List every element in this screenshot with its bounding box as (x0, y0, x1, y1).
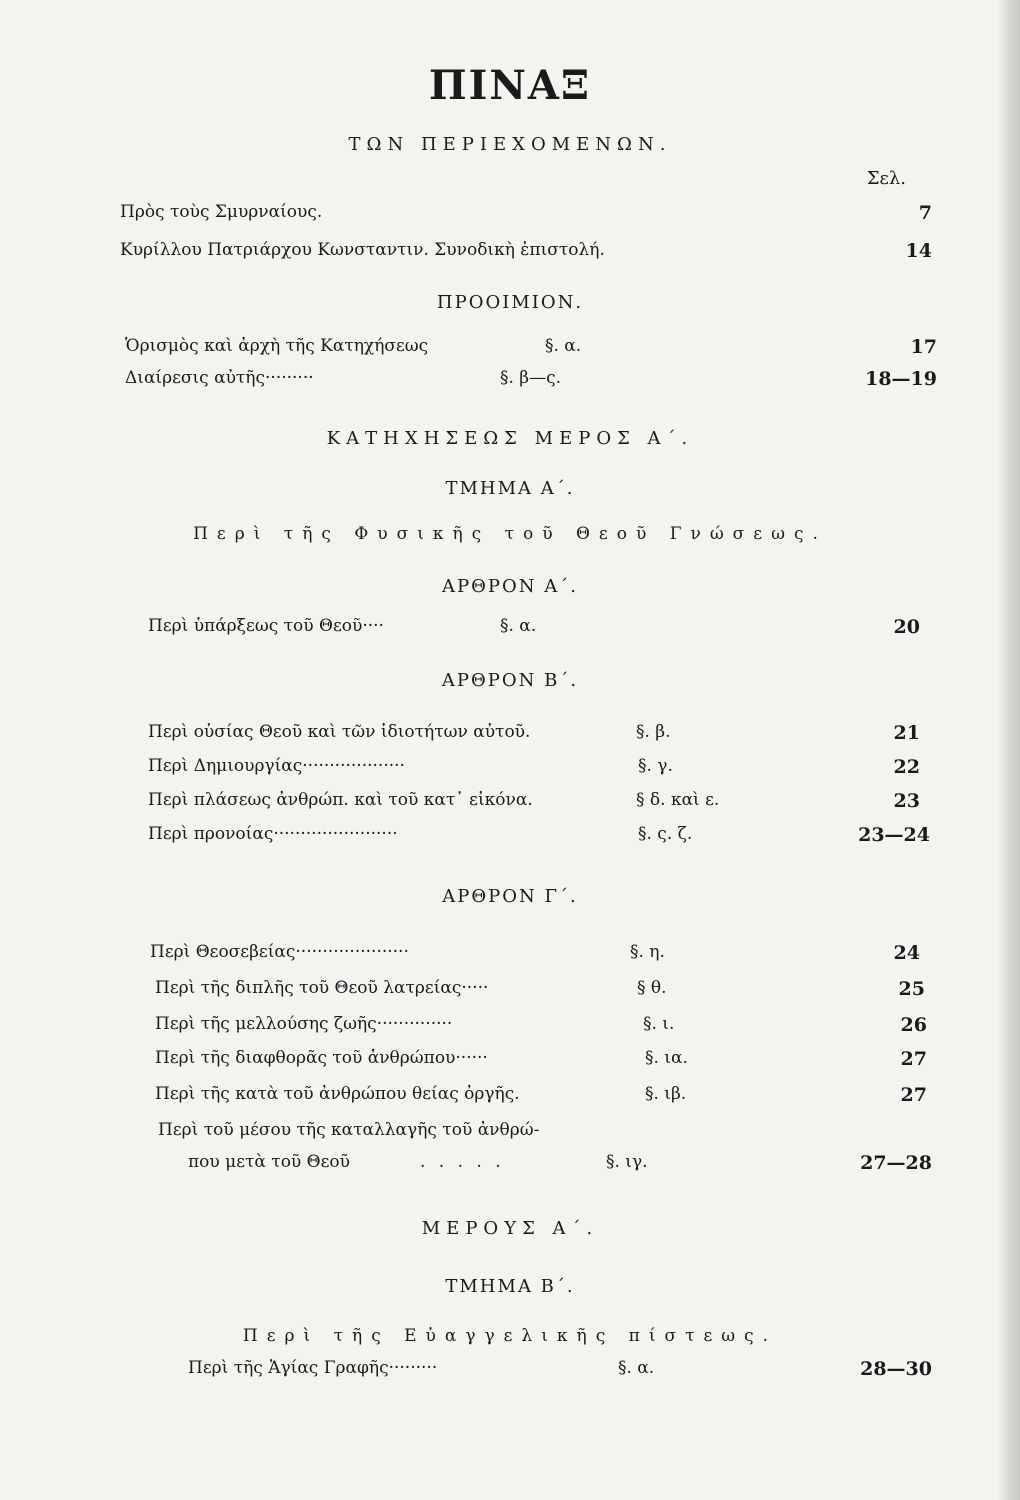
toc-entry (155, 1084, 927, 1114)
toc-entry-leader: . . . . . (420, 1152, 505, 1172)
toc-entry-text: Περὶ Θεοσεβείας····················· (150, 942, 409, 962)
toc-entry-page: 7 (918, 202, 932, 224)
toc-entry (125, 368, 937, 398)
section-heading: ΠΡΟΟΙΜΙΟΝ. (436, 292, 584, 313)
toc-entry-page: 27 (900, 1084, 927, 1106)
toc-entry-continued (158, 1120, 930, 1150)
toc-entry (148, 616, 920, 646)
toc-entry-section: §. ι. (643, 1014, 675, 1034)
toc-entry-page: 26 (900, 1014, 927, 1036)
toc-entry-page: 14 (905, 240, 932, 262)
toc-entry-page: 27—28 (860, 1152, 932, 1174)
toc-entry (150, 942, 920, 972)
toc-entry (148, 790, 920, 820)
section-title: Περὶ τῆς Εὐαγγελικῆς πίστεως. (242, 1326, 778, 1346)
toc-entry-page: 27 (900, 1048, 927, 1070)
toc-entry-text: Περὶ πλάσεως ἀνθρώπ. καὶ τοῦ κατ᾽ εἰκόνα. (148, 790, 533, 810)
toc-entry-page: 20 (893, 616, 920, 638)
page-edge (998, 0, 1020, 1500)
part-heading: ΜΕΡΟΥΣ Α΄. (421, 1218, 599, 1239)
toc-entry-page: 22 (893, 756, 920, 778)
toc-entry-page: 23—24 (858, 824, 930, 846)
article-heading: ΑΡΘΡΟΝ Γ΄. (442, 886, 578, 907)
toc-entry (148, 756, 920, 786)
toc-entry-text: Περὶ τῆς μελλούσης ζωῆς·············· (155, 1014, 453, 1034)
toc-entry-text: Περὶ ὑπάρξεως τοῦ Θεοῦ···· (148, 616, 384, 636)
toc-entry-page: 18—19 (865, 368, 937, 390)
section-heading: ΤΜΗΜΑ Α΄. (445, 478, 575, 499)
toc-entry-text: Διαίρεσις αὐτῆς········· (125, 368, 314, 388)
toc-entry-text: Πρὸς τοὺς Σμυρναίους. (120, 202, 323, 222)
toc-entry-text: Ὁρισμὸς καὶ ἀρχὴ τῆς Κατηχήσεως (125, 336, 429, 356)
toc-entry-section: §. β—ς. (500, 368, 562, 388)
toc-entry (158, 1152, 932, 1182)
section-title: Περὶ τῆς Φυσικῆς τοῦ Θεοῦ Γνώσεως. (193, 524, 827, 544)
toc-entry-section: §. ιγ. (606, 1152, 648, 1172)
page-column-label: Σελ. (866, 168, 906, 189)
toc-entry-text: Περὶ Δημιουργίας··················· (148, 756, 405, 776)
toc-entry-text: Περὶ τῆς κατὰ τοῦ ἀνθρώπου θείας ὀργῆς. (155, 1084, 520, 1104)
toc-entry-text: Περὶ τῆς διπλῆς τοῦ Θεοῦ λατρείας····· (155, 978, 489, 998)
toc-entry-page: 25 (898, 978, 925, 1000)
toc-entry-page: 24 (893, 942, 920, 964)
toc-entry (148, 824, 930, 854)
toc-entry-page: 21 (893, 722, 920, 744)
toc-entry (120, 240, 932, 270)
toc-entry-section: §. γ. (638, 756, 673, 776)
toc-entry-section: §. ς. ζ. (638, 824, 693, 844)
toc-entry-section: § δ. καὶ ε. (636, 790, 720, 810)
article-heading: ΑΡΘΡΟΝ Α΄. (442, 576, 578, 597)
section-heading: ΤΜΗΜΑ Β΄. (445, 1276, 575, 1297)
page-subtitle: ΤΩΝ ΠΕΡΙΕΧΟΜΕΝΩΝ. (348, 134, 672, 155)
toc-entry-text: Περὶ οὐσίας Θεοῦ καὶ τῶν ἰδιοτήτων αὐτοῦ. (148, 722, 531, 742)
toc-entry-text: που μετὰ τοῦ Θεοῦ (188, 1152, 350, 1172)
toc-entry-section: §. β. (636, 722, 671, 742)
toc-entry (188, 1358, 932, 1388)
toc-entry (155, 1014, 927, 1044)
toc-entry-section: §. η. (630, 942, 665, 962)
toc-entry-text: Περὶ προνοίας······················· (148, 824, 398, 844)
toc-entry-text: Περὶ τῆς Ἁγίας Γραφῆς········· (188, 1358, 438, 1378)
toc-entry (155, 978, 925, 1008)
toc-entry-text: Περὶ τῆς διαφθορᾶς τοῦ ἀνθρώπου······ (155, 1048, 488, 1068)
toc-entry-page: 23 (893, 790, 920, 812)
toc-entry (125, 336, 937, 366)
toc-entry-section: §. α. (500, 616, 537, 636)
toc-entry-text: Περὶ τοῦ μέσου τῆς καταλλαγῆς τοῦ ἀνθρώ- (158, 1120, 540, 1140)
toc-entry-page: 17 (910, 336, 937, 358)
toc-entry (148, 722, 920, 752)
toc-entry-page: 28—30 (860, 1358, 932, 1380)
toc-entry-section: §. ιβ. (645, 1084, 687, 1104)
toc-entry-section: §. ια. (645, 1048, 688, 1068)
page-title: ΠΙΝΑΞ (428, 62, 592, 109)
toc-entry-text: Κυρίλλου Πατριάρχου Κωνσταντιν. Συνοδικὴ ἐπιστολή. (120, 240, 605, 260)
toc-entry-section: §. α. (545, 336, 582, 356)
toc-entry (155, 1048, 927, 1078)
toc-entry-section: § θ. (637, 978, 667, 998)
toc-entry-section: §. α. (618, 1358, 655, 1378)
article-heading: ΑΡΘΡΟΝ Β΄. (441, 670, 579, 691)
toc-entry (120, 202, 932, 232)
part-heading: ΚΑΤΗΧΗΣΕΩΣ ΜΕΡΟΣ Α΄. (326, 428, 694, 449)
